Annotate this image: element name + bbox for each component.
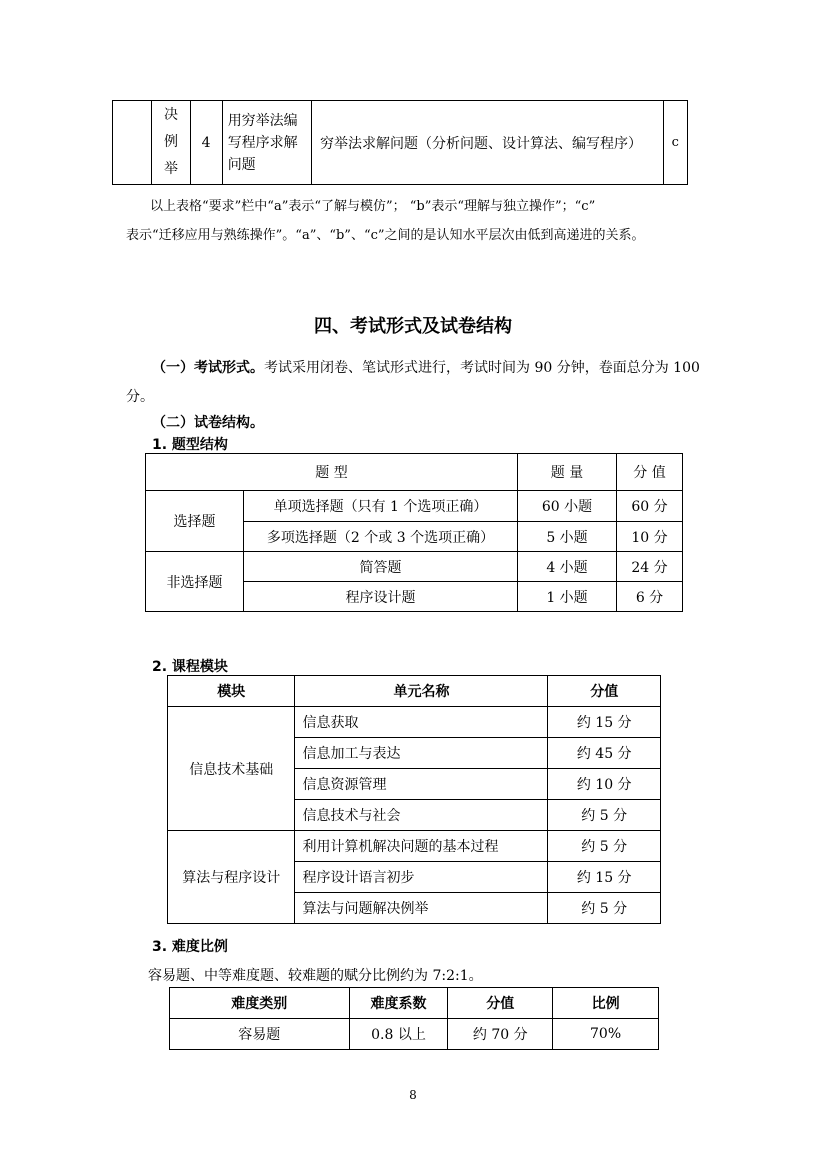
unit-name: 信息资源管理 [295,769,548,800]
header-score: 分值 [448,988,553,1019]
question-type: 程序设计题 [244,582,518,612]
level-cell: c [663,101,687,185]
section-title: 四、考试形式及试卷结构 [314,316,512,337]
question-score: 60 分 [617,491,683,522]
modules-heading: 2. 课程模块 [152,659,228,675]
unit-score: 约 5 分 [548,893,661,924]
topic-char: 举 [164,161,179,177]
unit-score: 约 5 分 [548,800,661,831]
hours-cell: 4 [190,101,222,185]
unit-score: 约 45 分 [548,738,661,769]
unit-score: 约 10 分 [548,769,661,800]
topic-name-cell [152,101,190,185]
topic-desc-cell [222,101,311,185]
unit-name: 程序设计语言初步 [295,862,548,893]
question-count: 1 小题 [518,582,617,612]
question-score: 10 分 [617,522,683,552]
exam-form-text: 考试采用闭卷、笔试形式进行，考试时间为 90 分钟，卷面总分为 100 [264,360,700,376]
header-count: 题 量 [518,454,617,491]
content-cell: 穷举法求解问题（分析问题、设计算法、编写程序） [311,101,663,185]
question-types-table [145,453,683,612]
question-count: 5 小题 [518,522,617,552]
page-number: 8 [409,1088,417,1102]
paper-structure-label: （二）试卷结构。 [152,415,264,431]
exam-form-label: （一）考试形式。 [152,360,264,376]
group-name: 选择题 [146,491,244,552]
question-type: 单项选择题（只有 1 个选项正确） [244,491,518,522]
question-count: 4 小题 [518,552,617,582]
question-type: 简答题 [244,552,518,582]
unit-score: 约 15 分 [548,862,661,893]
note-line-2: 表示“迁移应用与熟练操作”。“a”、“b”、“c”之间的是认知水平层次由低到高递进的关系。 [126,228,645,243]
header-category: 难度类别 [170,988,350,1019]
header-ratio: 比例 [553,988,659,1019]
modules-table [167,675,661,924]
difficulty-ratio: 70% [553,1019,659,1050]
unit-name: 信息技术与社会 [295,800,548,831]
header-coefficient: 难度系数 [349,988,448,1019]
difficulty-heading: 3. 难度比例 [152,939,228,955]
exam-form-line-2: 分。 [126,389,154,405]
topic-desc-line: 写程序求解 [227,134,298,151]
note-line-1: 以上表格“要求”栏中“a”表示“了解与模仿”； “b”表示“理解与独立操作”；“c” [150,199,596,214]
unit-name: 利用计算机解决问题的基本过程 [295,831,548,862]
difficulty-table [169,987,659,1050]
empty-cell [113,101,152,185]
question-count: 60 小题 [518,491,617,522]
difficulty-coefficient: 0.8 以上 [349,1019,448,1050]
unit-name: 信息获取 [295,707,548,738]
group-name: 非选择题 [146,552,244,612]
header-score: 分 值 [617,454,683,491]
unit-score: 约 15 分 [548,707,661,738]
question-type: 多项选择题（2 个或 3 个选项正确） [244,522,518,552]
header-score: 分值 [548,676,661,707]
top-course-table [112,100,688,185]
unit-name: 算法与问题解决例举 [295,893,548,924]
question-score: 6 分 [617,582,683,612]
topic-char: 决 [164,107,179,123]
difficulty-category: 容易题 [170,1019,350,1050]
difficulty-text: 容易题、中等难度题、较难题的赋分比例约为 7:2:1。 [148,968,483,984]
header-module: 模块 [168,676,295,707]
topic-char: 例 [164,134,179,150]
header-unit: 单元名称 [295,676,548,707]
unit-name: 信息加工与表达 [295,738,548,769]
unit-score: 约 5 分 [548,831,661,862]
topic-desc-line: 问题 [227,156,256,173]
topic-desc-line: 用穷举法编 [227,112,298,129]
question-score: 24 分 [617,552,683,582]
header-type: 题 型 [146,454,518,491]
module-name: 算法与程序设计 [168,831,295,924]
question-types-heading: 1. 题型结构 [152,437,228,453]
module-name: 信息技术基础 [168,707,295,831]
exam-form-line-1 [152,355,700,382]
difficulty-score: 约 70 分 [448,1019,553,1050]
